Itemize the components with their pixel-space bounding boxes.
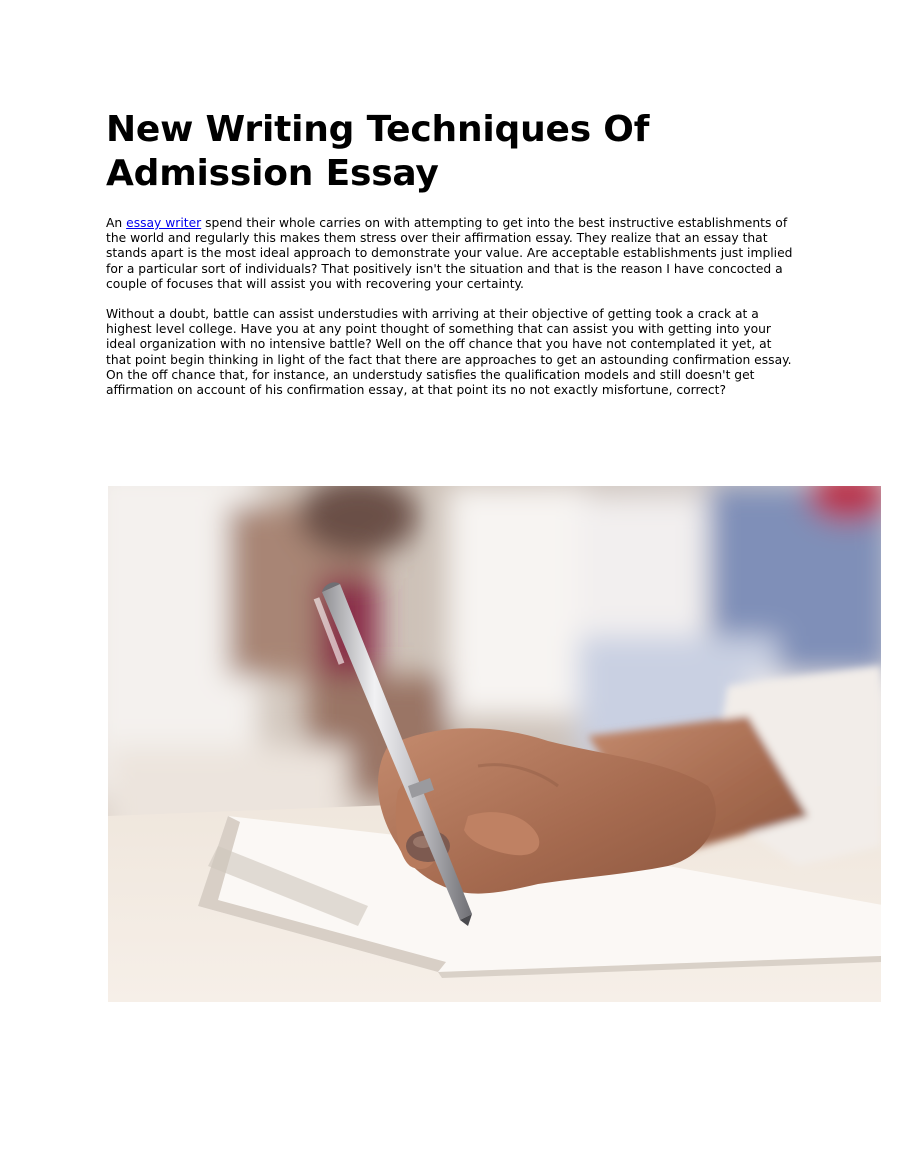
essay-writer-link[interactable]: essay writer	[126, 216, 202, 230]
intro-text-after-link: spend their whole carries on with attempting to get into the best instructive establishments of the world and regularly this makes them stress over their affirmation essay. They realize that an essay that stands apart is the most ideal approach to demonstrate your value. Are acceptable establishments just implied for a particular sort of individuals? That positively isn't the situation and that is the reason I have concocted a couple of focuses that will assist you with recovering your certainty.	[106, 216, 793, 291]
page-title: New Writing Techniques Of Admission Essay	[106, 109, 650, 194]
writing-hand-photo	[108, 486, 881, 1002]
second-paragraph: Without a doubt, battle can assist understudies with arriving at their objective of getting took a crack at a highest level college. Have you at any point thought of something that can assist you with getting into your ideal organization with no intensive battle? Well on the off chance that you have not contemplated it yet, at that point begin thinking in light of the fact that there are approaches to get an astounding confirmation essay. On the off chance that, for instance, an understudy satisfies the qualification models and still doesn't get affirmation on account of his confirmation essay, at that point its no not exactly misfortune, correct?	[106, 307, 792, 398]
intro-paragraph	[106, 216, 796, 292]
document-page	[106, 108, 796, 398]
intro-text-before-link: An	[106, 216, 127, 230]
